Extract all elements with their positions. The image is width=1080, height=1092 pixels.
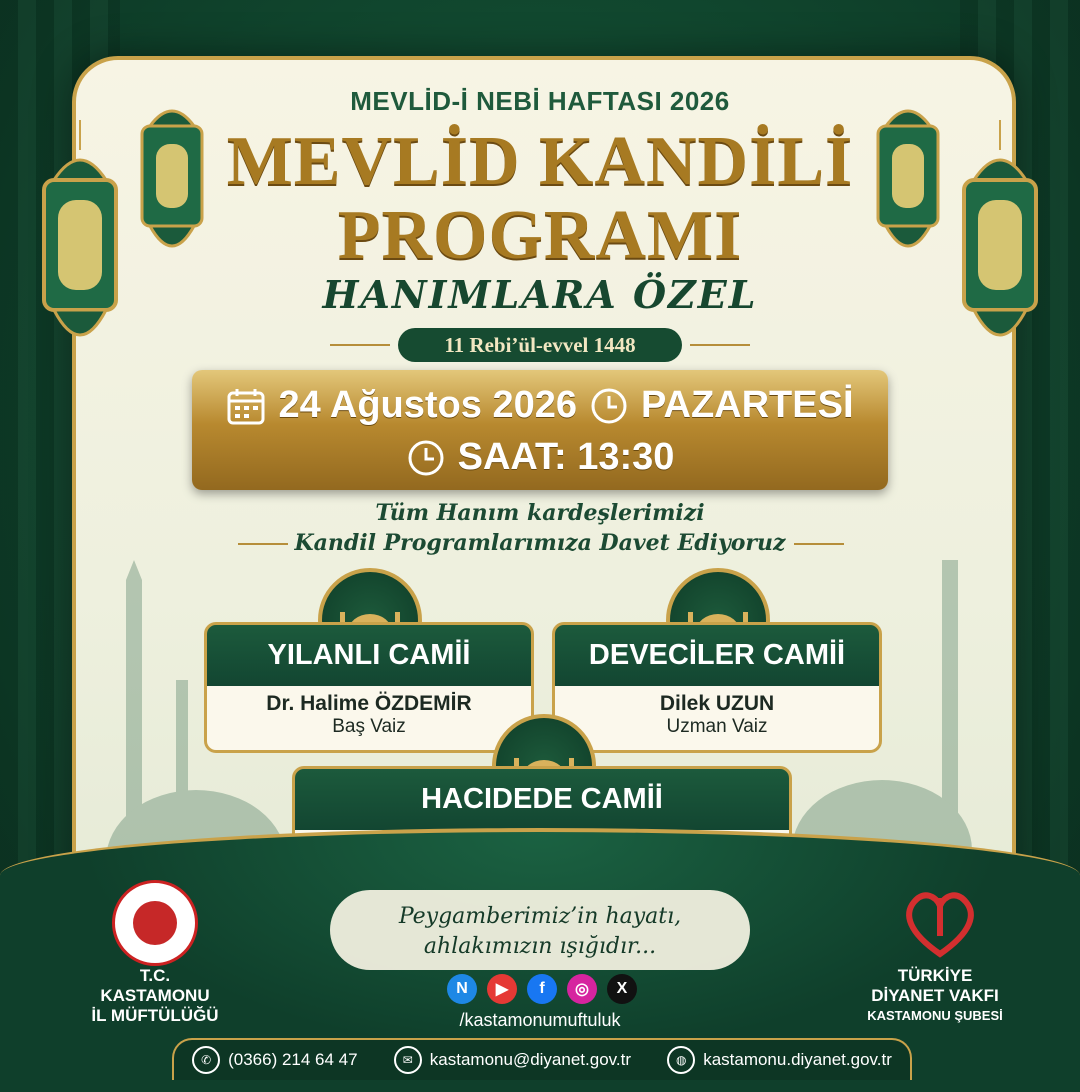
nsosyal-icon[interactable]: N [447,974,477,1004]
speaker-name: Dilek UZUN [659,692,775,715]
speaker-name: Dr. Halime ÖZDEMİR [266,692,472,715]
event-time: SAAT: 13:30 [457,436,675,478]
facebook-icon[interactable]: f [527,974,557,1004]
ornament-right [690,344,750,346]
ornament-left [330,344,390,346]
org-left-line1: T.C. [139,966,171,985]
org-right-line1: TÜRKİYE [897,966,973,985]
invitation-text [0,498,1080,558]
mosque-card-yilanli [204,686,534,753]
clock-icon [406,438,446,478]
page-subtitle: HANIMLARA ÖZEL [322,272,758,317]
email-icon: ✉ [394,1046,422,1074]
org-left-line3: İL MÜFTÜLÜĞÜ [91,1006,219,1025]
clock-icon [589,386,629,426]
globe-icon: ◍ [667,1046,695,1074]
flourish-right [794,543,844,545]
org-right-line2: DİYANET VAKFI [871,986,999,1005]
event-date: 24 Ağustos 2026 [278,384,577,426]
phone-number: (0366) 214 64 47 [228,1050,358,1069]
contact-phone[interactable] [192,1046,358,1074]
website-url: kastamonu.diyanet.gov.tr [703,1050,892,1069]
social-handle[interactable]: /kastamonumuftuluk [459,1010,621,1030]
quote-line2: ahlakımızın ışığıdır... [423,934,657,959]
diyanet-vakfi-logo [900,880,980,960]
org-left-line2: KASTAMONU [100,986,210,1005]
mosque-name-hacidede: HACIDEDE CAMİİ [292,766,792,836]
x-icon[interactable]: X [607,974,637,1004]
org-right-line3: KASTAMONU ŞUBESİ [867,1008,1003,1023]
mosque-card-deveciler [552,686,882,753]
hijri-date-badge: 11 Rebi’ül-evvel 1448 [398,328,682,362]
event-day: PAZARTESİ [640,384,854,426]
contact-website[interactable] [667,1046,892,1074]
page-title-line2: PROGRAMI [337,197,743,274]
speaker-role: Baş Vaiz [332,716,406,737]
quote-line1: Peygamberimiz’in hayatı, [398,904,682,929]
instagram-icon[interactable]: ◎ [567,974,597,1004]
phone-icon: ✆ [192,1046,220,1074]
invitation-line1: Tüm Hanım kardeşlerimizi [375,500,705,526]
mufti-seal-logo [112,880,198,966]
contact-bar [172,1038,912,1080]
youtube-icon[interactable]: ▶ [487,974,517,1004]
event-kicker: MEVLİD-İ NEBİ HAFTASI 2026 [350,86,730,116]
calendar-icon [226,386,266,426]
mosque-name-yilanli: YILANLI CAMİİ [204,622,534,692]
page-title: MEVLİD KANDİLİ [226,123,854,200]
invitation-line2: Kandil Programlarımıza Davet Ediyoruz [294,530,786,556]
mosque-name-deveciler: DEVECİLER CAMİİ [552,622,882,692]
date-banner [192,370,888,490]
social-links [447,974,637,1004]
speaker-role: Uzman Vaiz [666,716,768,737]
flourish-left [238,543,288,545]
email-address: kastamonu@diyanet.gov.tr [429,1050,631,1069]
contact-email[interactable] [394,1046,631,1074]
